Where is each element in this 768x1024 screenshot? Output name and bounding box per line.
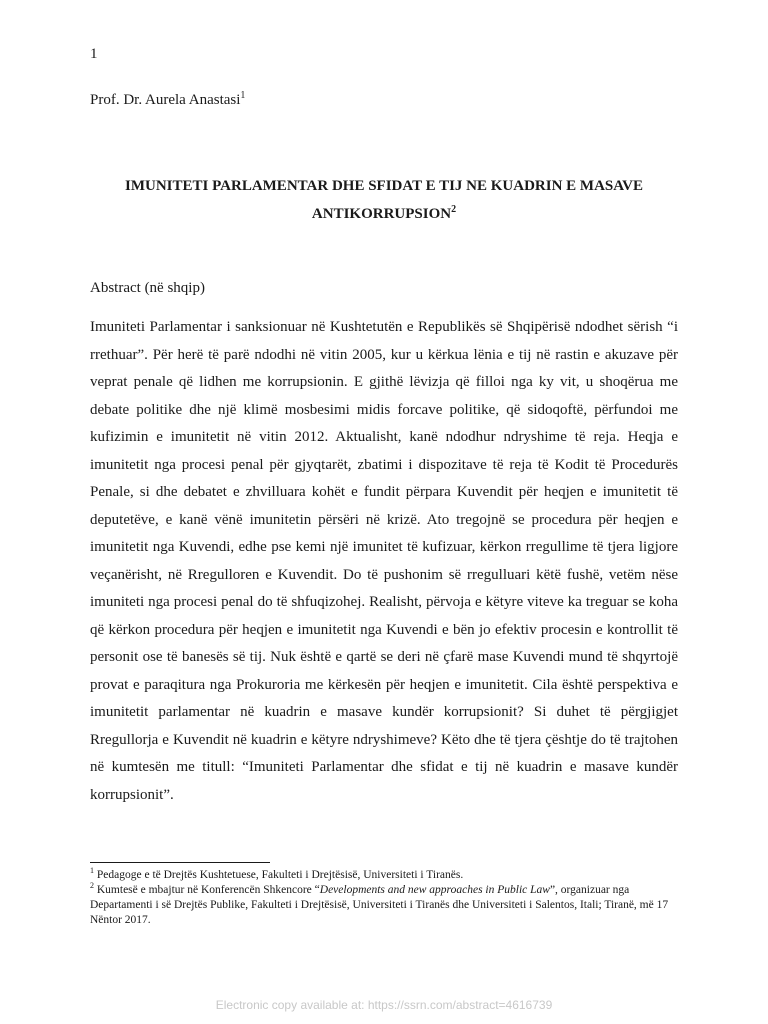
- paper-title-line-2-text: ANTIKORRUPSION: [311, 206, 452, 222]
- title-footnote-mark[interactable]: 2: [451, 204, 457, 215]
- paper-title: [90, 172, 678, 228]
- footnote-divider: [90, 862, 270, 863]
- abstract-body: Imuniteti Parlamentar i sanksionuar në Kushtetutën e Republikës së Shqipërisë ndodhet sërish “i rrethuar”. Për herë të parë ndodhi në vitin 2005, kur u kërkua lënia e tij në rastin e akuzave për veprat penale që lidhen me korrupsionin. E gjithë lëvizja që filloi nga ky vit, u shoqërua me debate politike dhe një klimë mosbesimi midis forcave politike, që sidoqoftë, përfundoi me kufizimin e imunitetit në vitin 2012. Aktualisht, kanë ndodhur ndryshime të reja. Heqja e imunitetit nga procesi penal për gjyqtarët, zbatimi i dispozitave të reja të Kodit të Procedurës Penale, si dhe debatet e zhvilluara kohët e fundit përpara Kuvendit për heqjen e imunitetit të deputetëve, e kanë vënë imunitetin përsëri në krizë. Ato tregojnë se procedura për heqjen e imunitetit nga Kuvendi, edhe pse kemi një imunitet të kufizuar, kërkon rregullime të tjera ligjore veçanërisht, në Rregulloren e Kuvendit. Do të pushonim së rregulluari këtë fushë, vetëm nëse imuniteti nga procesi penal do të shfuqizohej. Realisht, përvoja e këtyre viteve ka treguar se koha që kërkon procedura për heqjen e imunitetit nga Kuvendi e bën jo efektiv procesin e kontrollit të personit ose të banesës së tij. Nuk është e qartë se deri në çfarë mase Kuvendi mund të shqyrtojë provat e paraqitura nga Prokuroria me kërkesën për heqjen e imunitetit. Cila është perspektiva e imunitetit parlamentar në kuadrin e masave kundër korrupsionit? Si duhet të përgjigjet Rregullorja e Kuvendit në kuadrin e këtyre ndryshimeve? Këto dhe të tjera çështje do të trajtohen në kumtesën me titull: “Imuniteti Parlamentar dhe sfidat e tij në kuadrin e masave kundër korrupsionit”.: [90, 319, 678, 803]
- abstract-heading: Abstract (në shqip): [90, 280, 205, 296]
- page-number: 1: [90, 46, 98, 62]
- footnote-2-text-after: ”, organizuar nga Departamenti i së Drejtës Publike, Fakulteti i Drejtësisë, Universiteti i Tiranës dhe Universiteti i Salentos, Itali; Tiranë, më 17 Nëntor 2017.: [90, 884, 669, 926]
- footnotes: [90, 868, 678, 928]
- author-line: [90, 92, 245, 109]
- footnote-1-text: Pedagoge e të Drejtës Kushtetuese, Fakulteti i Drejtësisë, Universiteti i Tiranës.: [94, 869, 464, 881]
- author-footnote-mark[interactable]: 1: [240, 90, 246, 101]
- ssrn-availability-notice: Electronic copy available at: https://ssrn.com/abstract=4616739: [215, 998, 553, 1012]
- footnote-2-conference-title: Developments and new approaches in Public Law: [319, 884, 550, 896]
- paper-title-line-1: IMUNITETI PARLAMENTAR DHE SFIDAT E TIJ NE KUADRIN E MASAVE: [125, 178, 643, 194]
- footnote-1: [90, 868, 678, 883]
- footnote-1-mark: 1: [90, 866, 94, 876]
- footnote-2: [90, 883, 678, 928]
- paper-title-line-2: [90, 200, 678, 228]
- footnote-2-mark: 2: [90, 881, 94, 891]
- footnote-2-text-before: Kumtesë e mbajtur në Konferencën Shkencore “: [94, 884, 320, 896]
- author-name: Prof. Dr. Aurela Anastasi: [90, 92, 241, 108]
